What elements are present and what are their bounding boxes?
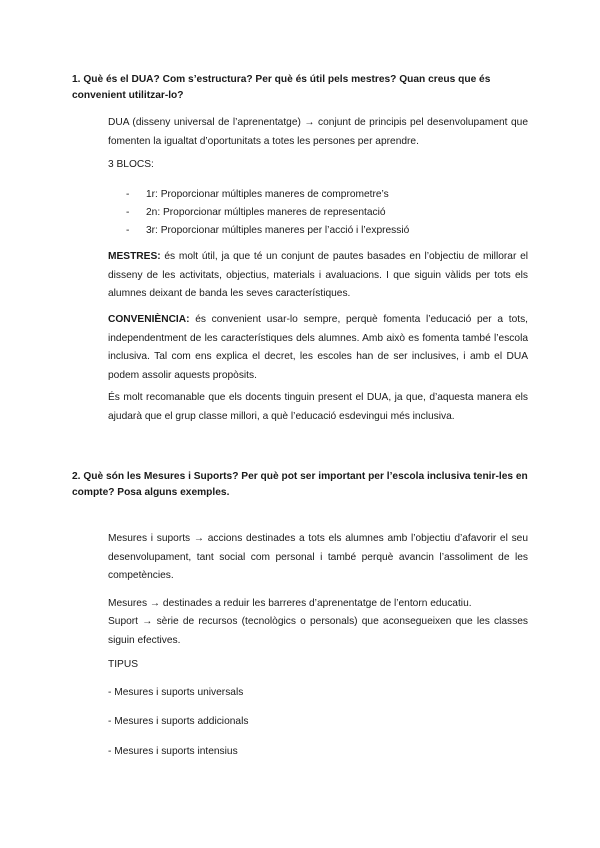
list-item: - 1r: Proporcionar múltiples maneres de comprometre’s [108, 186, 528, 204]
suport-paragraph: Suport → sèrie de recursos (tecnològics o personals) que aconsegueixen que les classes siguin efectives. [108, 616, 528, 646]
block-item-1: 1r: Proporcionar múltiples maneres de comprometre’s [146, 189, 389, 200]
question-2-heading: 2. Què són les Mesures i Suports? Per què pot ser important per l’escola inclusiva tenir-les en compte? Posa alguns exemples. [72, 471, 528, 498]
mesures-paragraph: Mesures → destinades a reduir les barreres d’aprenentatge de l’entorn educatiu. [108, 598, 472, 609]
mesures-suports-definition: Mesures i suports → accions destinades a tots els alumnes amb l’objectiu d’afavorir el seu desenvolupament, tant social com personal i també perquè avancin l’assoliment de les competències. [108, 533, 528, 581]
conveniencia-paragraph [108, 311, 528, 385]
list-item: - 3r: Proporcionar múltiples maneres per l’acció i l’expressió [108, 222, 528, 240]
tipus-item-addicionals: - Mesures i suports addicionals [108, 716, 249, 727]
tipus-item-universals: - Mesures i suports universals [108, 687, 244, 698]
blocks-heading: 3 BLOCS: [108, 159, 154, 170]
closing-paragraph: És molt recomanable que els docents tinguin present el DUA, ja que, d’aquesta manera els ajudarà que el grup classe millori, a què l’educació esdevingui més inclusiva. [108, 392, 528, 422]
conveniencia-label: CONVENIÈNCIA: [108, 314, 190, 325]
conveniencia-text: és convenient usar-lo sempre, perquè fomenta l’educació per a tots, independentment de les característiques dels alumnes. Amb això es fomenta també l’escola inclusiva. Tal com ens explica el decret, les escoles han de ser inclusives, i amb el DUA podem assolir aquests propòsits. [108, 314, 528, 381]
tipus-heading: TIPUS [108, 659, 139, 670]
mestres-text: és molt útil, ja que té un conjunt de pautes basades en l’objectiu de millorar el disseny de les activitats, objectius, materials i avaluacions. I que siguin vàlids per tots els alumnes deixant de banda les seves característiques. [108, 251, 528, 299]
mestres-label: MESTRES: [108, 251, 161, 262]
block-item-3: 3r: Proporcionar múltiples maneres per l’acció i l’expressió [146, 225, 410, 236]
question-1-heading: 1. Què és el DUA? Com s’estructura? Per què és útil pels mestres? Quan creus que és convenient utilitzar-lo? [72, 74, 491, 101]
block-item-2: 2n: Proporcionar múltiples maneres de representació [146, 207, 386, 218]
tipus-item-intensius: - Mesures i suports intensius [108, 746, 238, 757]
list-item: - 2n: Proporcionar múltiples maneres de representació [108, 204, 528, 222]
dua-definition: DUA (disseny universal de l’aprenentatge) → conjunt de principis pel desenvolupament que fomenten la igualtat d’oportunitats a totes les persones per aprendre. [108, 117, 528, 147]
blocks-list [108, 186, 528, 240]
mestres-paragraph [108, 248, 528, 304]
